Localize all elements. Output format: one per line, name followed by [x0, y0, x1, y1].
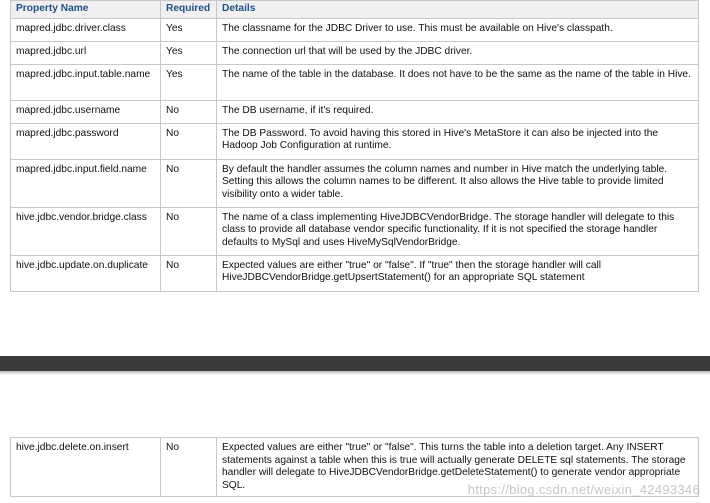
details-text: Expected values are either "true" or "false". This turns the table into a deletion target. Any INSERT statements against a table when this is true will actually generate DELETE sql statements. The storage handler will delegate to HiveJDBCVendorBridge.getDeleteStatement() to generate vendor appropriate SQL.: [217, 438, 699, 497]
required-value: Yes: [161, 18, 217, 41]
properties-table: [10, 0, 699, 292]
details-text: The classname for the JDBC Driver to use. This must be available on Hive's classpath.: [217, 18, 699, 41]
header-details: Details: [217, 1, 699, 19]
required-value: No: [161, 255, 217, 291]
required-value: Yes: [161, 64, 217, 100]
required-value: No: [161, 159, 217, 207]
table-row: [11, 100, 699, 123]
required-value: No: [161, 438, 217, 497]
property-name: hive.jdbc.delete.on.insert: [11, 438, 161, 497]
table-row: [11, 41, 699, 64]
page-break-shadow: [0, 371, 710, 375]
property-name: mapred.jdbc.username: [11, 100, 161, 123]
details-text: Expected values are either "true" or "false". If "true" then the storage handler will call HiveJDBCVendorBridge.getUpsertStatement() for an appropriate SQL statement: [217, 255, 699, 291]
property-name: mapred.jdbc.input.field.name: [11, 159, 161, 207]
table-row: [11, 159, 699, 207]
watermark: https://blog.csdn.net/weixin_42493346: [467, 482, 700, 497]
header-property-name: Property Name: [11, 1, 161, 19]
details-text: The connection url that will be used by the JDBC driver.: [217, 41, 699, 64]
details-text: The DB username, if it's required.: [217, 100, 699, 123]
table-row: [11, 207, 699, 255]
table-row: [11, 18, 699, 41]
property-name: hive.jdbc.vendor.bridge.class: [11, 207, 161, 255]
details-text: By default the handler assumes the column names and number in Hive match the underlying table. Setting this allows the column names to be different. It also allows the Hive table to provide limited visibility onto a wider table.: [217, 159, 699, 207]
table-row: [11, 123, 699, 159]
property-name: hive.jdbc.update.on.duplicate: [11, 255, 161, 291]
required-value: No: [161, 207, 217, 255]
property-name: mapred.jdbc.password: [11, 123, 161, 159]
header-required: Required: [161, 1, 217, 19]
details-text: The name of a class implementing HiveJDBCVendorBridge. The storage handler will delegate to this class to provide all database vendor specific functionality. If it is not specified the storage handler defaults to MySql and uses HiveMySqlVendorBridge.: [217, 207, 699, 255]
property-name: mapred.jdbc.input.table.name: [11, 64, 161, 100]
table-row: [11, 64, 699, 100]
details-text: The name of the table in the database. It does not have to be the same as the name of the table in Hive.: [217, 64, 699, 100]
property-name: mapred.jdbc.driver.class: [11, 18, 161, 41]
table-row: [11, 255, 699, 291]
required-value: No: [161, 123, 217, 159]
required-value: No: [161, 100, 217, 123]
page-break-bar: [0, 356, 710, 371]
details-text: The DB Password. To avoid having this stored in Hive's MetaStore it can also be injected into the Hadoop Job Configuration at runtime.: [217, 123, 699, 159]
property-name: mapred.jdbc.url: [11, 41, 161, 64]
required-value: Yes: [161, 41, 217, 64]
table-header-row: [11, 1, 699, 19]
